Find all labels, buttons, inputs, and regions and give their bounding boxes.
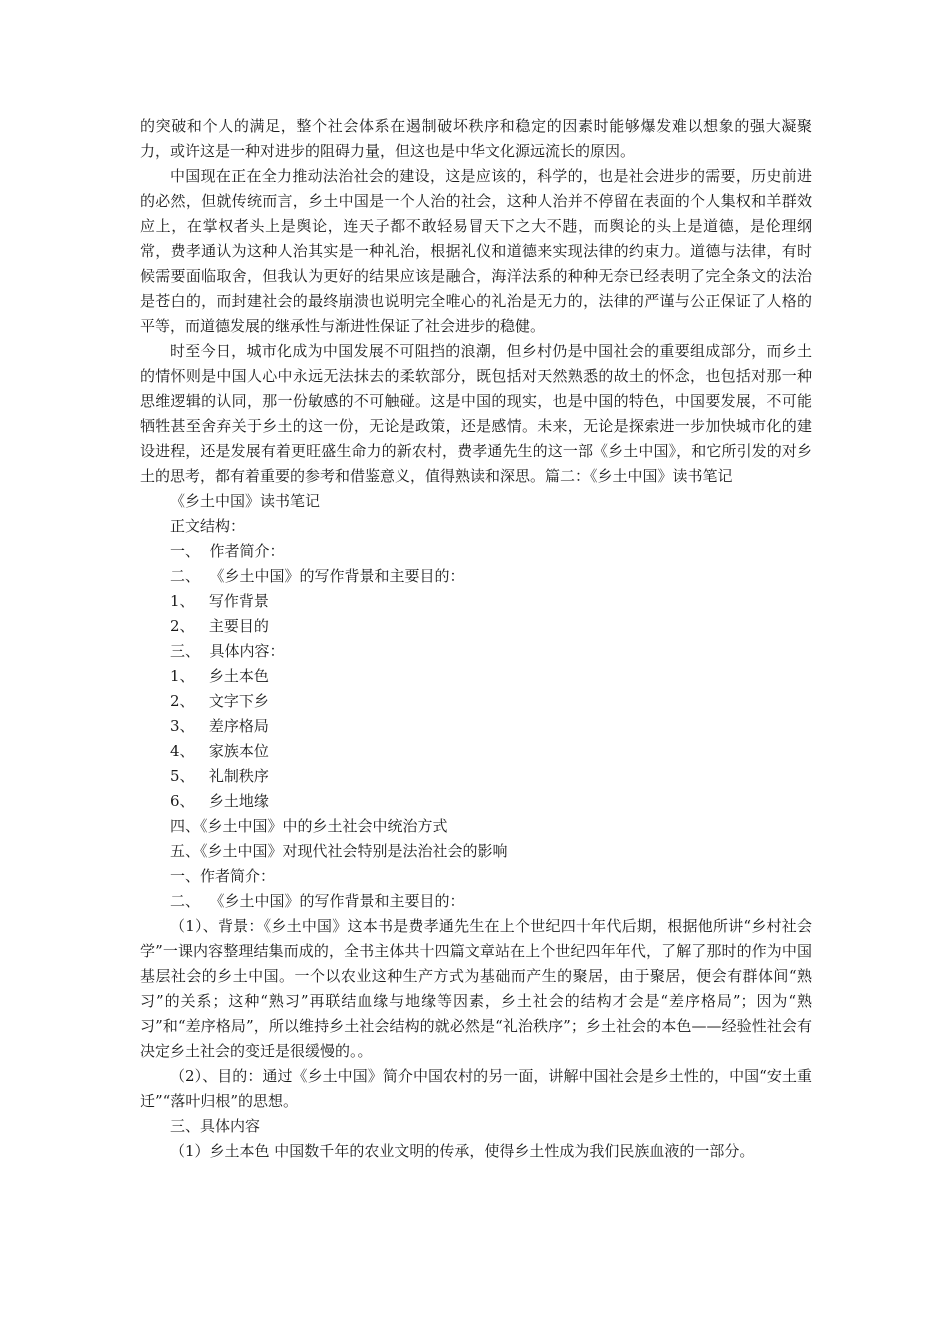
section-heading: 三、具体内容 xyxy=(170,1117,261,1135)
paragraph-continuation: 的突破和个人的满足，整个社会体系在遏制破坏秩序和稳定的因素时能够爆发难以想象的强大凝聚力，或许这是一种对进步的阻碍力量，但这也是中华文化源远流长的原因。 xyxy=(140,117,812,160)
paragraph-background: （1）、背景：《乡土中国》这本书是费孝通先生在上个世纪四十年代后期，根据他所讲“乡村社会学”一课内容整理结集而成的，全书主体共十四篇文章站在上个世纪四年年代，了解了那时的作为中国基层社会的乡土中国。一个以农业这种生产方式为基础而产生的聚居，由于聚居，便会有群体间“熟习”的关系；这种“熟习”再联结血缘与地缘等因素，乡土社会的结构才会是“差序格局”；因为“熟习”和“差序格局”，所以维持乡土社会结构的就必然是“礼治秩序”；乡土社会的本色——经验性社会有决定乡土社会的变迁是很缓慢的。。 xyxy=(140,917,812,1060)
outline-item: 1、 写作背景 xyxy=(170,592,269,610)
outline-heading: 正文结构： xyxy=(170,517,246,535)
outline-item: 1、 乡土本色 xyxy=(170,667,269,685)
section-heading: 二、 《乡土中国》的写作背景和主要目的： xyxy=(170,892,465,910)
outline-item: 一、 作者简介： xyxy=(170,542,285,560)
outline-item: 5、 礼制秩序 xyxy=(170,767,269,785)
document-body xyxy=(140,114,812,1164)
paragraph-purpose: （2）、目的：通过《乡土中国》简介中国农村的另一面，讲解中国社会是乡土性的，中国“安土重迁”“落叶归根”的思想。 xyxy=(140,1067,812,1110)
outline-item: 二、 《乡土中国》的写作背景和主要目的： xyxy=(170,567,465,585)
paragraph-urbanization: 时至今日，城市化成为中国发展不可阻挡的浪潮，但乡村仍是中国社会的重要组成部分，而乡土的情怀则是中国人心中永远无法抹去的柔软部分，既包括对天然熟悉的故土的怀念，也包括对那一种思维逻辑的认同，那一份敏感的不可触碰。这是中国的现实，也是中国的特色，中国要发展，不可能牺牲甚至舍弃关于乡土的这一份，无论是政策，还是感情。未来，无论是探索进一步加快城市化的建设进程，还是发展有着更旺盛生命力的新农村，费孝通先生的这一部《乡土中国》，和它所引发的对乡土的思考，都有着重要的参考和借鉴意义，值得熟读和深思。篇二：《乡土中国》读书笔记 xyxy=(140,342,812,485)
outline-item: 四、《乡土中国》中的乡土社会中统治方式 xyxy=(170,817,448,835)
notes-title: 《乡土中国》读书笔记 xyxy=(170,492,321,510)
outline-item: 三、 具体内容： xyxy=(170,642,285,660)
paragraph-rule-of-law: 中国现在正在全力推动法治社会的建设，这是应该的，科学的，也是社会进步的需要，历史前进的必然，但就传统而言，乡土中国是一个人治的社会，这种人治并不停留在表面的个人集权和羊群效应上，在掌权者头上是舆论，连天子都不敢轻易冒天下之大不韪，而舆论的头上是道德，是伦理纲常，费孝通认为这种人治其实是一种礼治，根据礼仪和道德来实现法律的约束力。道德与法律，有时候需要面临取舍，但我认为更好的结果应该是融合，海洋法系的种种无奈已经表明了完全条文的法治是苍白的，而封建社会的最终崩溃也说明完全唯心的礼治是无力的，法律的严谨与公正保证了人格的平等，而道德发展的继承性与渐进性保证了社会进步的稳健。 xyxy=(140,167,812,335)
outline-item: 3、 差序格局 xyxy=(170,717,269,735)
outline-item: 2、 主要目的 xyxy=(170,617,269,635)
outline-item: 2、 文字下乡 xyxy=(170,692,269,710)
outline-item: 4、 家族本位 xyxy=(170,742,269,760)
outline-item: 6、 乡土地缘 xyxy=(170,792,269,810)
outline-item: 五、《乡土中国》对现代社会特别是法治社会的影响 xyxy=(170,842,508,860)
paragraph-last-line: （1）乡土本色 中国数千年的农业文明的传承，使得乡土性成为我们民族血液的一部分。 xyxy=(170,1142,755,1160)
section-heading: 一、作者简介： xyxy=(170,867,276,885)
